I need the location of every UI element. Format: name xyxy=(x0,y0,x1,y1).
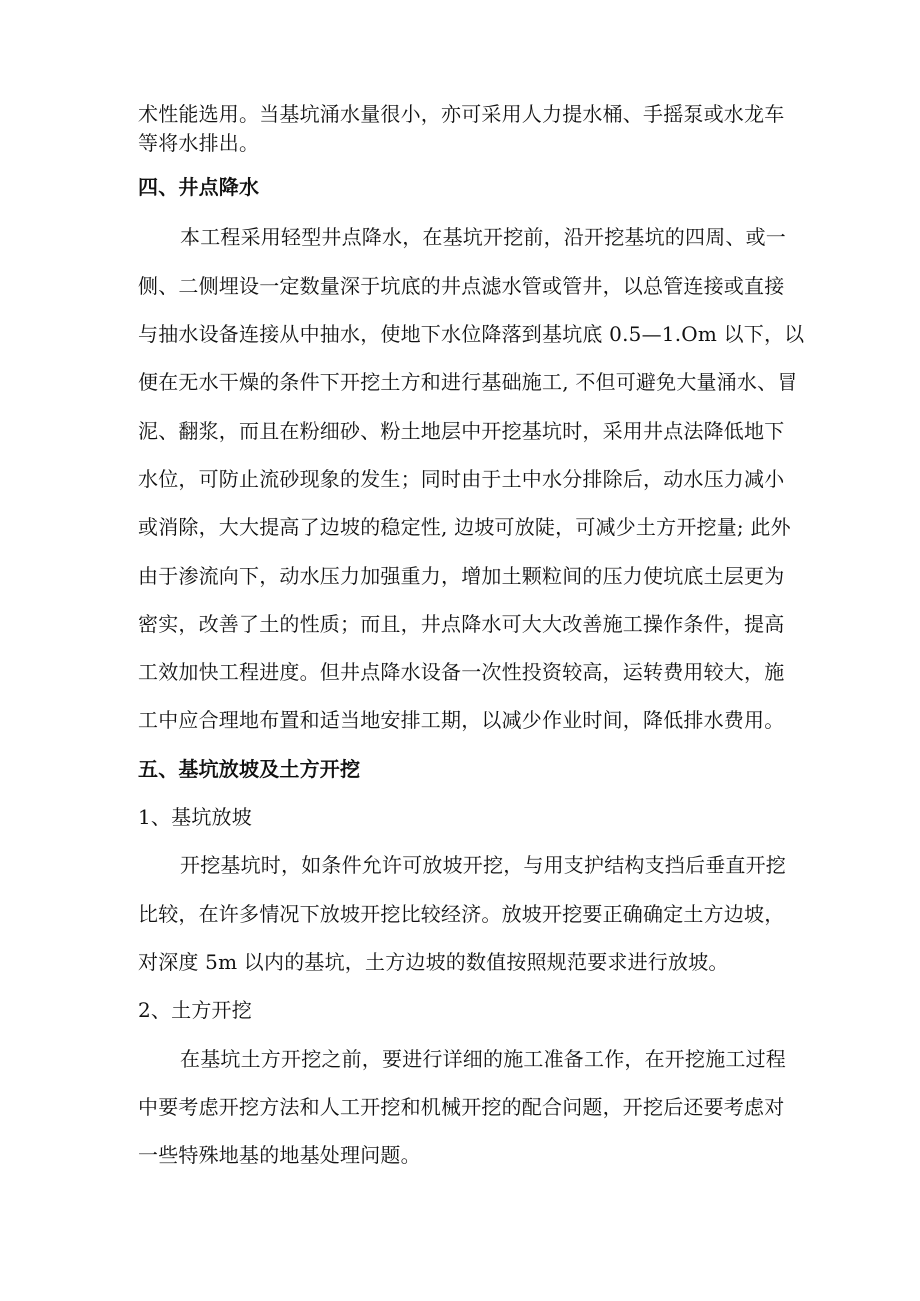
subsection-2-line-3: 一些特殊地基的地基处理问题。 xyxy=(138,1143,421,1167)
section-4-line-8: 由于渗流向下，动水压力加强重力，增加土颗粒间的压力使坑底土层更为 xyxy=(138,564,785,588)
subsection-2-line-1: 在基坑土方开挖之前，要进行详细的施工准备工作，在开挖施工过程 xyxy=(180,1047,786,1071)
section-4-line-9: 密实，改善了土的性质；而且，井点降水可大大改善施工操作条件，提高 xyxy=(138,612,785,636)
subsection-2-line-2: 中要考虑开挖方法和人工开挖和机械开挖的配合问题，开挖后还要考虑对 xyxy=(138,1095,785,1119)
intro-line-2: 等将水排出。 xyxy=(138,131,260,155)
intro-line-1: 术性能选用。当基坑涌水量很小，亦可采用人力提水桶、手摇泵或水龙车 xyxy=(138,102,785,126)
section-4-line-11: 工中应合理地布置和适当地安排工期，以减少作业时间，降低排水费用。 xyxy=(138,708,785,732)
subsection-1-line-3: 对深度 5m 以内的基坑，土方边坡的数值按照规范要求进行放坡。 xyxy=(138,950,729,974)
subsection-1-heading: 1、基坑放坡 xyxy=(138,805,252,829)
section-5-heading: 五、基坑放坡及土方开挖 xyxy=(138,757,361,781)
section-4-line-7: 或消除，大大提高了边坡的稳定性, 边坡可放陡，可减少土方开挖量; 此外 xyxy=(138,515,791,539)
section-4-line-5: 泥、翻浆，而且在粉细砂、粉土地层中开挖基坑时，采用井点法降低地下 xyxy=(138,419,785,443)
section-4-line-6: 水位，可防止流砂现象的发生；同时由于土中水分排除后，动水压力减小 xyxy=(138,467,785,491)
section-4-line-3: 与抽水设备连接从中抽水，使地下水位降落到基坑底 0.5—1.Om 以下，以 xyxy=(138,322,805,346)
section-4-line-10: 工效加快工程进度。但井点降水设备一次性投资较高，运转费用较大，施 xyxy=(138,660,785,684)
section-4-line-2: 侧、二侧埋设一定数量深于坑底的井点滤水管或管井，以总管连接或直接 xyxy=(138,274,785,298)
subsection-2-heading: 2、土方开挖 xyxy=(138,998,252,1022)
section-4-heading: 四、井点降水 xyxy=(138,175,260,199)
section-4-line-4: 便在无水干燥的条件下开挖土方和进行基础施工, 不但可避免大量涌水、冒 xyxy=(138,370,798,394)
section-4-line-1: 本工程采用轻型井点降水，在基坑开挖前，沿开挖基坑的四周、或一 xyxy=(180,225,786,249)
subsection-1-line-1: 开挖基坑时，如条件允许可放坡开挖，与用支护结构支挡后垂直开挖 xyxy=(180,853,786,877)
subsection-1-line-2: 比较，在许多情况下放坡开挖比较经济。放坡开挖要正确确定土方边坡， xyxy=(138,902,785,926)
